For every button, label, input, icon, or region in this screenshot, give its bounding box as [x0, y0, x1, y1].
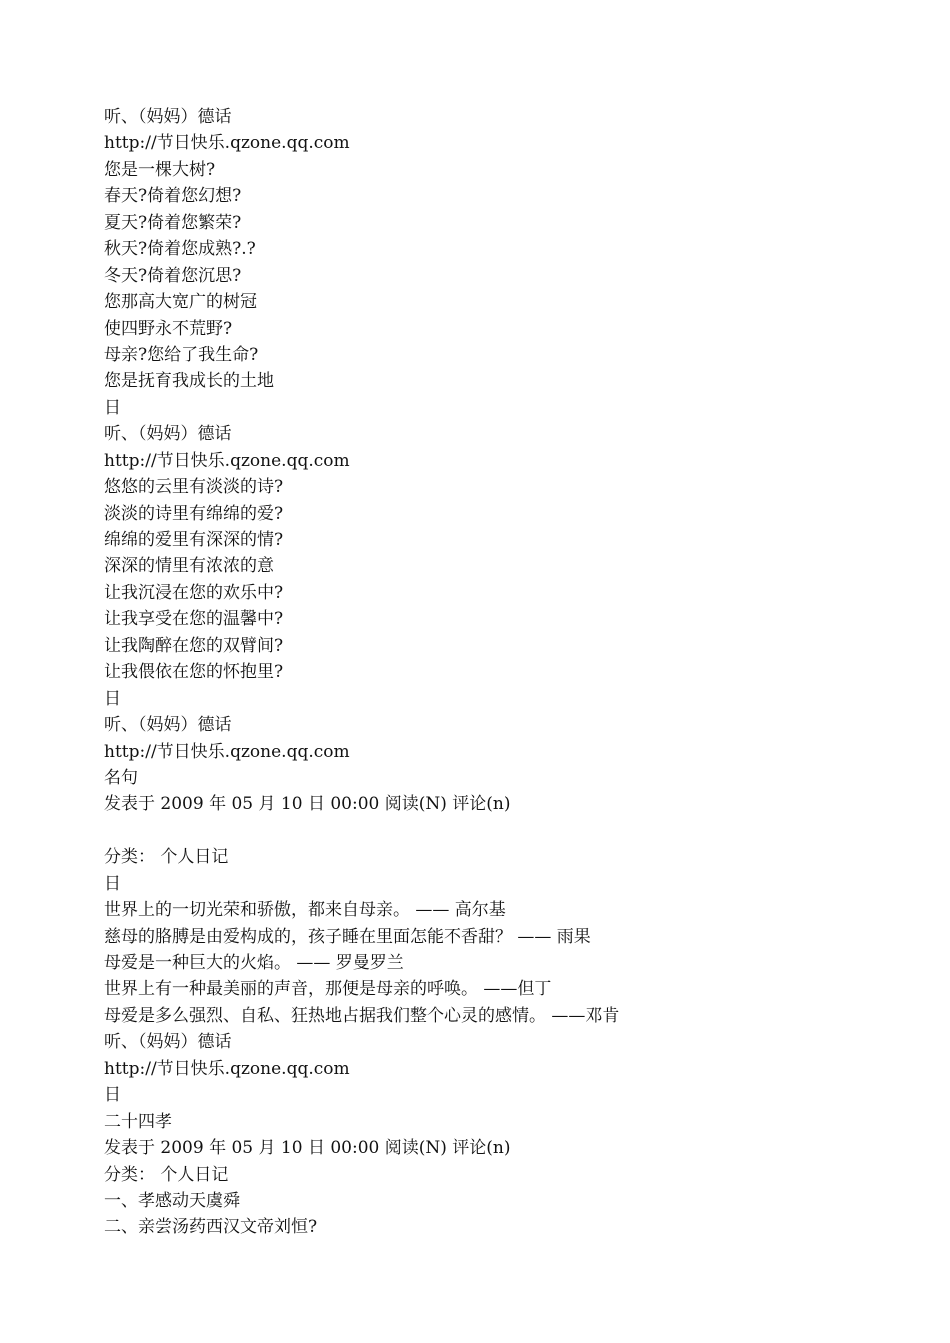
- text-line: 使四野永不荒野?: [104, 318, 233, 339]
- post-category: 分类： 个人日记: [104, 1164, 229, 1185]
- url-line: http://节日快乐.qzone.qq.com: [104, 741, 350, 762]
- text-line: 让我偎依在您的怀抱里?: [104, 662, 284, 683]
- text-line: 秋天?倚着您成熟?.?: [104, 239, 256, 260]
- text-line: 听、（妈妈）德话: [104, 107, 232, 127]
- text-line: 您那高大宽广的树冠: [104, 292, 257, 313]
- text-line: 日: [104, 688, 121, 709]
- post-meta: 发表于 2009 年 05 月 10 日 00:00 阅读(N) 评论(n): [104, 794, 511, 815]
- text-line: 悠悠的云里有淡淡的诗?: [104, 477, 284, 498]
- post-category: 分类： 个人日记: [104, 847, 229, 868]
- text-line: 日: [104, 1085, 121, 1106]
- text-line: 您是抚育我成长的土地: [104, 371, 274, 392]
- quote-line: 母爱是一种巨大的火焰。 —— 罗曼罗兰: [104, 953, 404, 973]
- text-line: 让我沉浸在您的欢乐中?: [104, 582, 284, 603]
- url-line: http://节日快乐.qzone.qq.com: [104, 133, 350, 154]
- quote-line: 世界上的一切光荣和骄傲，都来自母亲。 —— 高尔基: [104, 900, 506, 921]
- quote-line: 母爱是多么强烈、自私、狂热地占据我们整个心灵的感情。 ——邓肯: [104, 1005, 620, 1026]
- text-line: 春天?倚着您幻想?: [104, 186, 242, 207]
- text-line: 淡淡的诗里有绵绵的爱?: [104, 503, 284, 524]
- section-title: 名句: [104, 767, 138, 788]
- text-line: 绵绵的爱里有深深的情?: [104, 530, 284, 550]
- section-title: 二十四孝: [104, 1111, 172, 1132]
- text-line: 冬天?倚着您沉思?: [104, 265, 242, 286]
- text-line: 听、（妈妈）德话: [104, 715, 232, 736]
- quote-line: 慈母的胳膊是由爱构成的，孩子睡在里面怎能不香甜？ —— 雨果: [104, 926, 591, 947]
- list-item: 二、亲尝汤药西汉文帝刘恒?: [104, 1217, 318, 1238]
- post-meta: 发表于 2009 年 05 月 10 日 00:00 阅读(N) 评论(n): [104, 1138, 511, 1159]
- quote-line: 世界上有一种最美丽的声音，那便是母亲的呼唤。 ——但丁: [104, 979, 552, 1000]
- text-line: 夏天?倚着您繁荣?: [104, 212, 242, 233]
- document-body: [104, 104, 864, 1241]
- text-line: 让我陶醉在您的双臂间?: [104, 635, 284, 656]
- text-line: 让我享受在您的温馨中?: [104, 609, 284, 630]
- text-line: 日: [104, 397, 121, 418]
- url-line: http://节日快乐.qzone.qq.com: [104, 1058, 350, 1079]
- blank-line: [104, 818, 864, 844]
- text-line: 您是一棵大树?: [104, 159, 216, 180]
- text-line: 听、（妈妈）德话: [104, 424, 232, 445]
- text-line: 母亲?您给了我生命?: [104, 344, 259, 365]
- text-line: 听、（妈妈）德话: [104, 1032, 232, 1053]
- list-item: 一、孝感动天虞舜: [104, 1190, 240, 1211]
- text-line: 深深的情里有浓浓的意: [104, 556, 274, 577]
- url-line: http://节日快乐.qzone.qq.com: [104, 450, 350, 471]
- text-line: 日: [104, 873, 121, 894]
